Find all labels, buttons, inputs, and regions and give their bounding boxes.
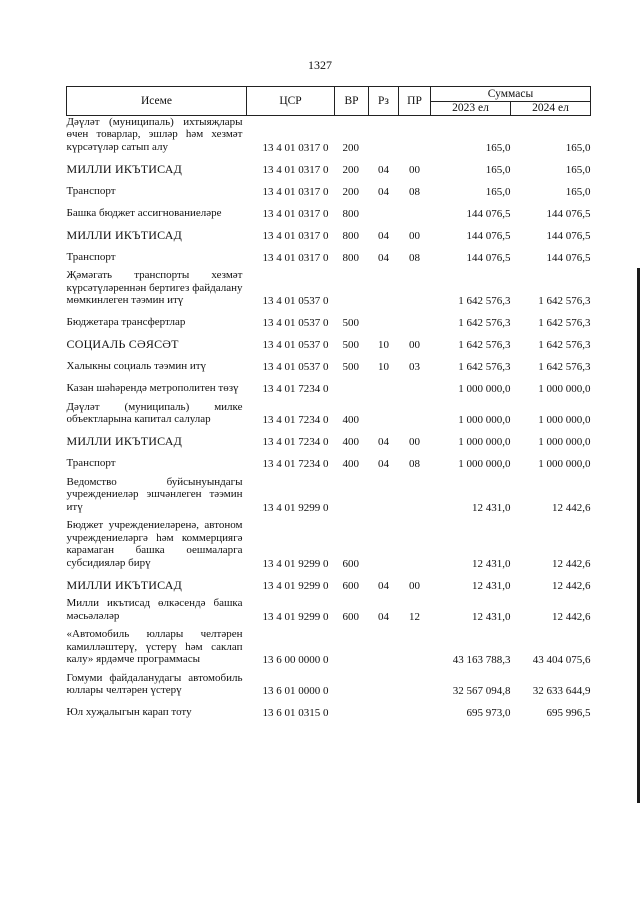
row-csr: 13 4 01 0537 0 <box>262 317 329 329</box>
row-csr: 13 4 01 0537 0 <box>262 361 329 373</box>
table-row <box>67 242 591 264</box>
row-sum-2023: 144 076,5 <box>466 251 511 264</box>
header-rz: Рз <box>369 87 399 116</box>
row-pr: 12 <box>409 610 420 623</box>
row-sum-2024: 43 404 075,6 <box>532 654 591 666</box>
row-csr: 13 4 01 9299 0 <box>262 579 329 592</box>
row-pr: 00 <box>409 229 420 242</box>
row-sum-2023: 695 973,0 <box>466 707 511 719</box>
table-row <box>67 427 591 449</box>
table-row <box>67 667 591 698</box>
row-vr <box>335 667 369 698</box>
row-name: Юл хуҗалыгын карап тоту <box>66 706 192 718</box>
row-sum-2024: 1 000 000,0 <box>538 458 591 470</box>
row-sum-2023: 12 431,0 <box>472 610 511 623</box>
row-csr: 13 4 01 0317 0 <box>262 141 329 154</box>
row-pr: 03 <box>409 361 420 373</box>
header-pr: ПР <box>399 87 431 116</box>
table-row <box>67 352 591 374</box>
row-sum-2023: 32 567 094,8 <box>452 685 511 697</box>
row-rz: 04 <box>378 610 389 623</box>
row-name: Дәүләт (муниципаль) ихтыяҗлары өчен товарлар, эшләр һәм хезмәт күрсәтүләр сатып алу <box>66 115 243 153</box>
row-rz: 04 <box>378 579 389 592</box>
row-sum-2023: 165,0 <box>485 141 511 154</box>
row-vr: 600 <box>342 579 359 592</box>
row-pr <box>399 198 431 220</box>
row-rz: 04 <box>378 458 389 470</box>
table-row <box>67 698 591 720</box>
row-name: СОЦИАЛЬ СӘЯСӘТ <box>66 337 179 351</box>
row-csr: 13 4 01 0537 0 <box>262 295 329 307</box>
table-row <box>67 514 591 570</box>
row-vr: 600 <box>342 610 359 623</box>
row-vr <box>335 698 369 720</box>
table-row <box>67 198 591 220</box>
row-sum-2023: 1 642 576,3 <box>458 295 511 307</box>
row-vr <box>335 623 369 667</box>
header-year-2024: 2024 ел <box>511 102 591 116</box>
row-sum-2024: 1 642 576,3 <box>538 361 591 373</box>
row-name: Халыкны социаль тәэмин итү <box>66 360 207 372</box>
table-row <box>67 154 591 176</box>
row-rz <box>369 667 399 698</box>
row-pr: 00 <box>409 339 420 351</box>
row-name: МИЛЛИ ИКЪТИСАД <box>66 577 182 592</box>
row-name: Җәмәгать транспорты хезмәт күрсәтүләреннән бертигез файдалану мөмкинлеген тәэмин итү <box>66 269 243 306</box>
row-pr <box>399 514 431 570</box>
row-csr: 13 4 01 0317 0 <box>262 185 329 198</box>
header-sums: Суммасы <box>431 87 591 102</box>
table-row <box>67 396 591 427</box>
row-csr: 13 4 01 0317 0 <box>262 207 329 220</box>
row-name: «Автомобиль юллары челтәрен камилләштерү, үстерү һәм саклап калу» ярдәмче программасы <box>66 628 243 665</box>
row-pr <box>399 667 431 698</box>
row-sum-2023: 1 642 576,3 <box>458 361 511 373</box>
row-sum-2023: 43 163 788,3 <box>452 654 511 666</box>
row-sum-2023: 165,0 <box>485 185 511 198</box>
row-sum-2024: 12 442,6 <box>552 501 591 514</box>
row-sum-2023: 1 642 576,3 <box>458 339 511 351</box>
row-vr: 500 <box>342 361 359 373</box>
row-csr: 13 6 01 0000 0 <box>262 685 329 697</box>
table-row <box>67 374 591 396</box>
row-rz <box>369 198 399 220</box>
row-pr <box>399 264 431 308</box>
row-rz: 10 <box>378 339 389 351</box>
row-rz <box>369 698 399 720</box>
table-header <box>67 87 591 116</box>
row-name: Транспорт <box>66 184 116 197</box>
row-name: МИЛЛИ ИКЪТИСАД <box>66 434 182 448</box>
row-rz <box>369 623 399 667</box>
row-rz: 04 <box>378 436 389 448</box>
row-pr: 00 <box>409 436 420 448</box>
table-body <box>67 115 591 720</box>
budget-table <box>66 86 591 720</box>
row-sum-2024: 1 000 000,0 <box>538 436 591 448</box>
row-vr: 200 <box>342 141 359 154</box>
row-vr: 200 <box>342 163 359 176</box>
row-rz: 04 <box>378 185 389 198</box>
row-name: Милли икътисад өлкәсендә башка мәсьәләләр <box>66 597 243 622</box>
row-name: Дәүләт (муниципаль) милке объектларына капитал салулар <box>66 400 243 425</box>
row-vr: 800 <box>342 207 359 220</box>
row-pr <box>399 698 431 720</box>
table-row <box>67 115 591 154</box>
row-vr: 200 <box>342 185 359 198</box>
row-rz: 04 <box>378 251 389 264</box>
row-vr: 800 <box>342 229 359 242</box>
row-rz: 04 <box>378 163 389 176</box>
row-sum-2024: 1 642 576,3 <box>538 295 591 307</box>
row-sum-2024: 144 076,5 <box>546 251 591 264</box>
row-rz <box>369 264 399 308</box>
row-sum-2024: 165,0 <box>565 185 591 198</box>
row-vr: 800 <box>342 251 359 264</box>
row-name: Башка бюджет ассигнованиеләре <box>66 206 222 219</box>
row-name: Транспорт <box>66 250 116 263</box>
row-csr: 13 4 01 7234 0 <box>262 414 329 426</box>
row-sum-2023: 144 076,5 <box>466 229 511 242</box>
row-name: Бюджет учреждениеләренә, автоном учреждениеләргә һәм коммерциягә карамаган башка оешмаларга субсидияләр бирү <box>66 519 243 569</box>
table-row <box>67 330 591 352</box>
row-sum-2023: 12 431,0 <box>472 579 511 592</box>
row-rz: 10 <box>378 361 389 373</box>
row-sum-2024: 695 996,5 <box>546 707 591 719</box>
row-rz <box>369 396 399 427</box>
table-row <box>67 471 591 515</box>
row-sum-2024: 144 076,5 <box>546 229 591 242</box>
row-sum-2024: 1 642 576,3 <box>538 339 591 351</box>
row-csr: 13 4 01 7234 0 <box>262 436 329 448</box>
table-row <box>67 264 591 308</box>
row-sum-2024: 1 642 576,3 <box>538 317 591 329</box>
header-year-2023: 2023 ел <box>431 102 511 116</box>
row-sum-2023: 165,0 <box>485 163 511 176</box>
row-pr <box>399 374 431 396</box>
row-sum-2023: 12 431,0 <box>472 557 511 570</box>
row-sum-2024: 32 633 644,9 <box>532 685 591 697</box>
row-rz: 04 <box>378 229 389 242</box>
row-vr <box>335 264 369 308</box>
row-sum-2023: 1 000 000,0 <box>458 458 511 470</box>
row-rz <box>369 471 399 515</box>
row-vr: 500 <box>342 317 359 329</box>
row-pr: 08 <box>409 185 420 198</box>
row-name: МИЛЛИ ИКЪТИСАД <box>66 161 182 176</box>
row-vr: 600 <box>342 557 359 570</box>
row-pr: 08 <box>409 251 420 264</box>
row-csr: 13 4 01 9299 0 <box>262 501 329 514</box>
row-csr: 13 4 01 9299 0 <box>262 557 329 570</box>
row-pr <box>399 115 431 154</box>
row-sum-2024: 144 076,5 <box>546 207 591 220</box>
row-sum-2023: 1 642 576,3 <box>458 317 511 329</box>
table-row <box>67 220 591 242</box>
row-rz <box>369 308 399 330</box>
header-name: Исеме <box>67 87 247 116</box>
row-sum-2024: 1 000 000,0 <box>538 383 591 395</box>
table-row <box>67 308 591 330</box>
row-sum-2023: 1 000 000,0 <box>458 383 511 395</box>
row-pr: 00 <box>409 579 420 592</box>
row-csr: 13 4 01 0317 0 <box>262 163 329 176</box>
row-sum-2024: 165,0 <box>565 163 591 176</box>
row-name: Транспорт <box>66 457 116 469</box>
row-name: Казан шәһәрендә метрополитен төзү <box>66 382 239 394</box>
row-vr <box>335 471 369 515</box>
row-pr <box>399 471 431 515</box>
table-row <box>67 592 591 623</box>
row-vr: 400 <box>342 414 359 426</box>
row-csr: 13 4 01 0317 0 <box>262 251 329 264</box>
row-name: Гомуми файдаланудагы автомобиль юллары челтәрен үстерү <box>66 671 243 696</box>
row-csr: 13 4 01 0317 0 <box>262 229 329 242</box>
header-csr: ЦСР <box>247 87 335 116</box>
row-sum-2024: 12 442,6 <box>552 557 591 570</box>
table-row <box>67 623 591 667</box>
row-name: Бюджетара трансфертлар <box>66 316 186 328</box>
row-vr: 500 <box>342 339 359 351</box>
row-csr: 13 4 01 7234 0 <box>262 383 329 395</box>
row-vr: 400 <box>342 458 359 470</box>
row-sum-2023: 12 431,0 <box>472 501 511 514</box>
table-row <box>67 449 591 471</box>
row-pr <box>399 308 431 330</box>
row-sum-2024: 12 442,6 <box>552 610 591 623</box>
row-rz <box>369 374 399 396</box>
row-rz <box>369 514 399 570</box>
row-csr: 13 4 01 0537 0 <box>262 339 329 351</box>
row-vr <box>335 374 369 396</box>
header-vr: ВР <box>335 87 369 116</box>
table-row <box>67 570 591 592</box>
row-pr <box>399 396 431 427</box>
row-csr: 13 4 01 9299 0 <box>262 610 329 623</box>
row-pr: 08 <box>409 458 420 470</box>
row-pr <box>399 623 431 667</box>
row-sum-2024: 12 442,6 <box>552 579 591 592</box>
row-name: Ведомство буйсынуындагы учреждениеләр эшчәнлеген тәэмин итү <box>66 475 243 513</box>
row-vr: 400 <box>342 436 359 448</box>
table-row <box>67 176 591 198</box>
row-sum-2023: 1 000 000,0 <box>458 414 511 426</box>
page-number: 1327 <box>308 58 332 72</box>
budget-sheet <box>66 86 590 720</box>
row-rz <box>369 115 399 154</box>
row-csr: 13 6 01 0315 0 <box>262 707 329 719</box>
row-sum-2024: 165,0 <box>565 141 591 154</box>
row-sum-2023: 144 076,5 <box>466 207 511 220</box>
row-csr: 13 6 00 0000 0 <box>262 654 329 666</box>
row-csr: 13 4 01 7234 0 <box>262 458 329 470</box>
row-pr: 00 <box>409 163 420 176</box>
row-name: МИЛЛИ ИКЪТИСАД <box>66 227 182 242</box>
row-sum-2024: 1 000 000,0 <box>538 414 591 426</box>
row-sum-2023: 1 000 000,0 <box>458 436 511 448</box>
